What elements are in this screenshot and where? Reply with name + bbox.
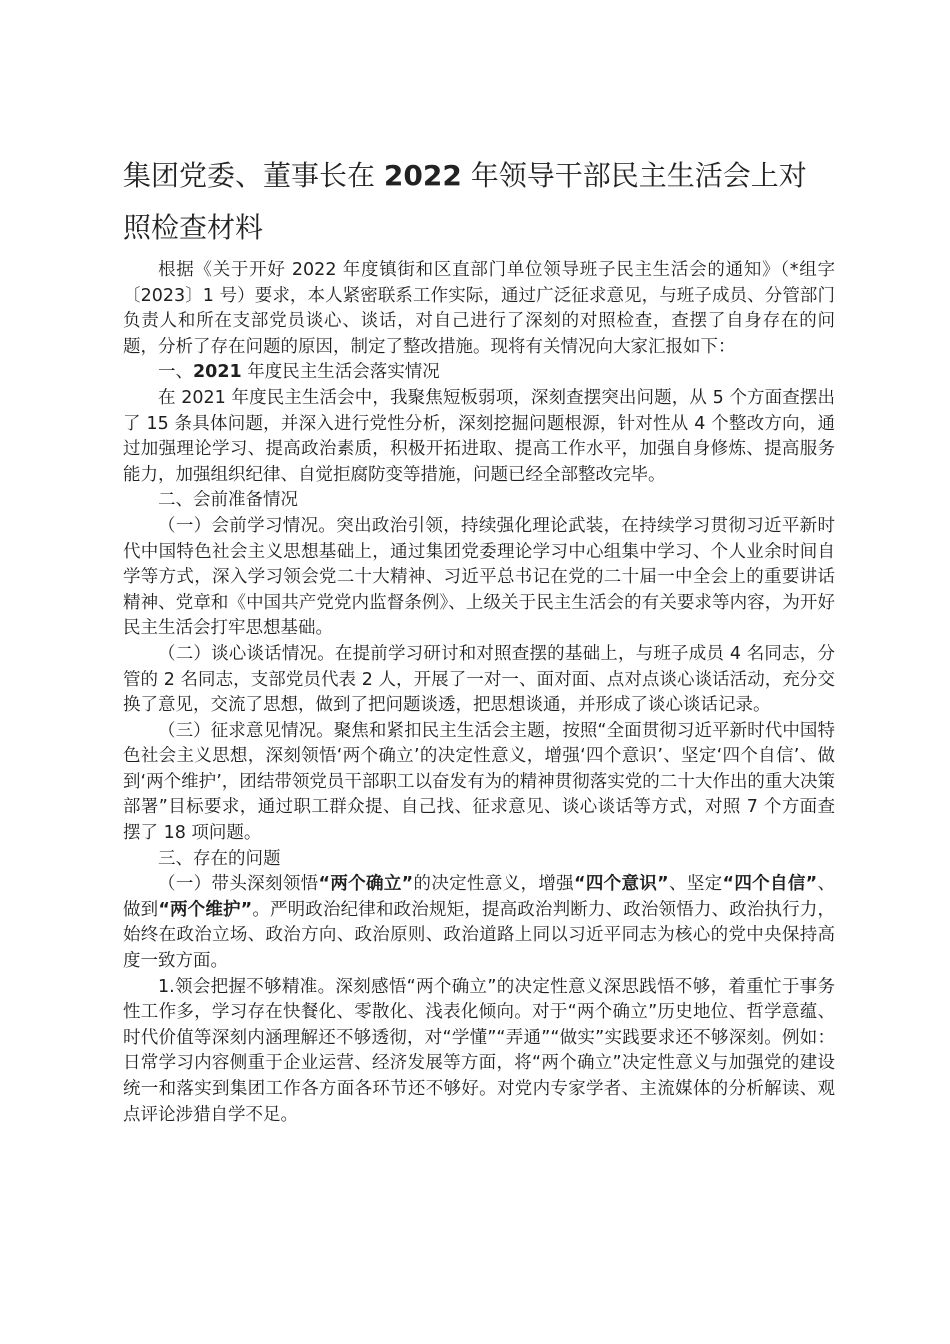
section-1-rest: 年度民主生活会落实情况 xyxy=(241,362,440,383)
document-body xyxy=(123,258,835,1128)
s3p1-text-c: 的决定性意义，增强 xyxy=(413,874,574,895)
section-1-body: 在 2021 年度民主生活会中，我聚焦短板弱项，深刻查摆突出问题，从 5 个方面查摆出了 15 条具体问题，并深入进行党性分析，深刻挖掘问题根源，针对性从 4 个整改方向，通过加强理论学习、提高政治素质，积极开拓进取、提高工作水平，加强自身修炼、提高服务能力，加强组织纪律、自觉拒腐防变等措施，问题已经全部整改完毕。 xyxy=(123,387,835,485)
section-2-heading: 二、会前准备情况 xyxy=(158,490,298,511)
section-1-heading xyxy=(123,360,835,386)
s3p1-bold-d: “四个意识” xyxy=(574,874,669,895)
s3p1-text-e: 、坚定 xyxy=(668,874,723,895)
s3p1-bold-h: “两个维护” xyxy=(158,899,253,920)
s3p1-bold-f: “四个自信” xyxy=(722,874,818,895)
section-3-paragraph-2: 1.领会把握不够精准。深刻感悟“两个确立”的决定性意义深思践悟不够，着重忙于事务性工作多，学习存在快餐化、零散化、浅表化倾向。对于“两个确立”历史地位、哲学意蕴、时代价值等深刻内涵理解还不够透彻，对“学懂”“弄通”“做实”实践要求还不够深刻。例如：日常学习内容侧重于企业运营、经济发展等方面，将“两个确立”决定性意义与加强党的建设统一和落实到集团工作各方面各环节还不够好。对党内专家学者、主流媒体的分析解读、观点评论涉猎自学不足。 xyxy=(123,976,835,1125)
title-part2: 年领导干部民主生活会上对照检查材料 xyxy=(123,159,807,244)
section-3-heading: 三、存在的问题 xyxy=(158,848,281,869)
intro-paragraph: 根据《关于开好 2022 年度镇街和区直部门单位领导班子民主生活会的通知》（*组字〔2023〕1 号）要求，本人紧密联系工作实际，通过广泛征求意见，与班子成员、分管部门负责人和所在支部党员谈心、谈话，对自己进行了深刻的对照检查，查摆了自身存在的问题，分析了存在问题的原因，制定了整改措施。现将有关情况向大家汇报如下： xyxy=(123,260,835,357)
title-part1: 集团党委、董事长在 xyxy=(123,159,384,192)
section-2-paragraph-2: （二）谈心谈话情况。在提前学习研讨和对照查摆的基础上，与班子成员 4 名同志，分管的 2 名同志，支部党员代表 2 人，开展了一对一、面对面、点对点谈心谈话活动，充分交换了意见，交流了思想，做到了把问题谈透，把思想谈通，并形成了谈心谈话记录。 xyxy=(123,643,835,716)
s3p1-text-g: 、做到 xyxy=(123,874,836,920)
section-2-paragraph-1: （一）会前学习情况。突出政治引领，持续强化理论武装，在持续学习贯彻习近平新时代中国特色社会主义思想基础上，通过集团党委理论学习中心组集中学习、个人业余时间自学等方式，深入学习领会党二十大精神、习近平总书记在党的二十届一中全会上的重要讲话精神、党章和《中国共产党党内监督条例》、上级关于民主生活会的有关要求等内容，为开好民主生活会打牢思想基础。 xyxy=(123,515,835,639)
section-1-year: 2021 xyxy=(193,362,242,383)
title-year: 2022 xyxy=(383,159,462,192)
section-1-prefix: 一、 xyxy=(158,362,193,383)
s3p1-text-i: 。严明政治纪律和政治规矩，提高政治判断力、政治领悟力、政治执行力，始终在政治立场、政治方向、政治原则、政治道路上同以习近平同志为核心的党中央保持高度一致方面。 xyxy=(123,899,836,972)
s3p1-text-a: （一）带头深刻领悟 xyxy=(158,874,319,895)
document-title xyxy=(123,150,833,254)
s3p1-bold-b: “两个确立” xyxy=(318,874,414,895)
section-3-paragraph-1 xyxy=(123,872,835,974)
section-2-paragraph-3: （三）征求意见情况。聚焦和紧扣民主生活会主题，按照“全面贯彻习近平新时代中国特色社会主义思想，深刻领悟‘两个确立’的决定性意义，增强‘四个意识’、坚定‘四个自信’、做到‘两个维护’，团结带领党员干部职工以奋发有为的精神贯彻落实党的二十大作出的重大决策部署”目标要求，通过职工群众提、自己找、征求意见、谈心谈话等方式，对照 7 个方面查摆了 18 项问题。 xyxy=(123,720,835,844)
